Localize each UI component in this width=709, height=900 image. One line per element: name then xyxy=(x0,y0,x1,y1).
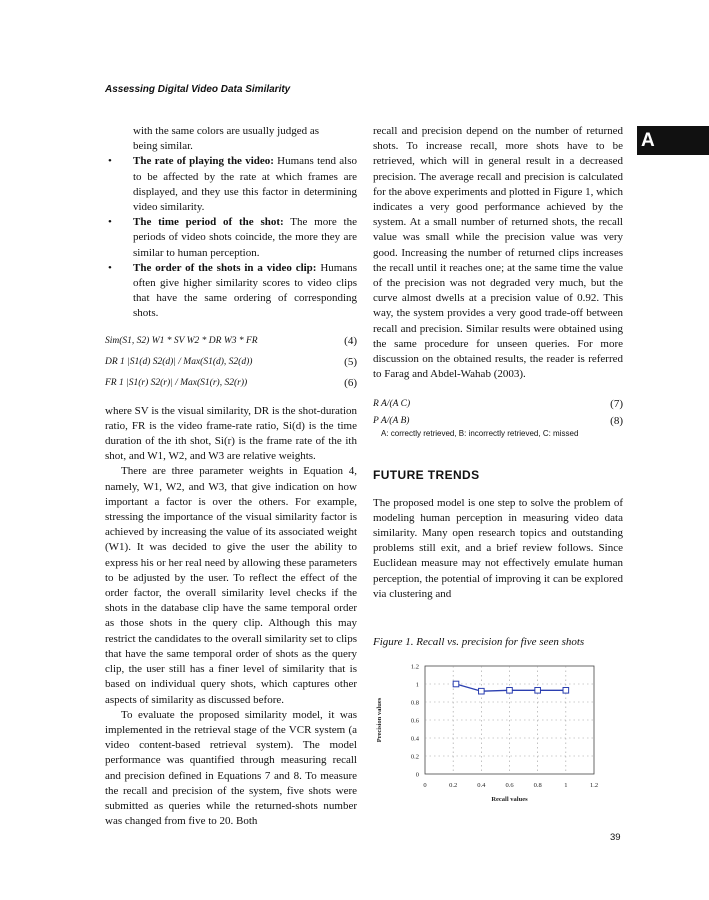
y-tick-label: 1.2 xyxy=(410,663,419,671)
figure-caption: Figure 1. Recall vs. precision for five seen shots xyxy=(373,636,585,648)
paragraph-where: where SV is the visual similarity, DR is the shot-duration ratio, FR is the video frame-rate ratio, Si(d) is the time duration of the ith shot, Si(r) is the frame rate of the ith shot, and W1, W2, and W3 are relative weights. xyxy=(105,404,357,463)
x-tick-label: 0.2 xyxy=(449,782,458,789)
continued-text: with the same colors are usually judged as being similar. xyxy=(133,125,320,153)
x-tick-label: 1 xyxy=(564,782,568,789)
section-tab: A xyxy=(637,126,709,155)
page-number: 39 xyxy=(610,832,621,843)
x-axis-label: Recall values xyxy=(491,796,528,803)
equation-8: P A/(A B) (8) xyxy=(373,415,623,428)
x-tick-label: 1.2 xyxy=(589,782,599,789)
x-tick-label: 0.6 xyxy=(505,782,514,789)
equation-5: DR 1 |S1(d) S2(d)| / Max(S1(d), S2(d)) (5) xyxy=(105,355,357,368)
x-tick-label: 0.4 xyxy=(477,782,486,789)
equation-6: FR 1 |S1(r) S2(r)| / Max(S1(r), S2(r)) (6) xyxy=(105,376,357,389)
equation-note: A: correctly retrieved, B: incorrectly retrieved, C: missed xyxy=(381,429,579,439)
data-point xyxy=(507,688,513,694)
x-tick-label: 0.8 xyxy=(533,782,542,789)
y-tick-label: 0.8 xyxy=(410,699,419,707)
paragraph-recall: recall and precision depend on the number of returned shots. To increase recall, more shots have to be retrieved, which will in general result in a decreased precision. The average recall and precision is calculated for the above experiments and plotted in Figure 1, which indicates a very good performance achieved by the system. At a small number of returned shots, the recall value was small while the precision value was very good. Increasing the number of returned clips increases the recall until it reaches one; at the same time the value of the precision was not degraded very much, but the curve almost dwells at a precision value of 0.92. This way, the system provides a very good trade-off between recall and precision. Similar results were obtained using the same procedure for unseen queries. For more discussion on the obtained results, the reader is referred to Farag and Abdel-Wahab (2003). xyxy=(373,125,623,381)
section-heading: FUTURE TRENDS xyxy=(373,468,480,483)
y-tick-label: 0.2 xyxy=(410,753,419,761)
data-point xyxy=(563,688,569,694)
data-point xyxy=(453,681,459,687)
recall-precision-chart xyxy=(373,656,608,806)
figure-1 xyxy=(373,656,608,806)
right-column xyxy=(373,124,623,602)
y-axis-label: Precision values xyxy=(376,697,383,743)
x-tick-label: 0 xyxy=(423,782,427,789)
y-tick-label: 1 xyxy=(415,681,419,689)
bullet-item: • The rate of playing the video: Humans tend also to be affected by the rate at which frames are displayed, and they use this factor in determining video similarity. xyxy=(108,155,357,214)
left-column xyxy=(105,124,357,829)
paragraph-evaluate: To evaluate the proposed similarity model, it was implemented in the retrieval stage of the VCR system (a video content-based retrieval system). The model performance was quantified through measuring recall and precision defined in Equations 7 and 8. To measure the recall and precision of the system, five shots were submitted as queries while the returned-shots number was changed from five to 20. Both xyxy=(105,708,357,828)
y-tick-label: 0 xyxy=(415,771,419,779)
running-header: Assessing Digital Video Data Similarity xyxy=(105,84,291,95)
paragraph-weights: There are three parameter weights in Equation 4, namely, W1, W2, and W3, that give indication on how important a factor is over the others. For example, stressing the importance of the visual similarity factor is achieved by increasing the value of its associated weight (W1). It was decided to give the user the ability to express his or her real need by allowing these parameters to be adjusted by the user. To reflect the effect of the order factor, the overall similarity level checks if the shots in the database clip have the same temporal order as those shots in the query clip. Although this may restrict the candidates to the overall similarity set to clips that have the same temporal order of shots as the query clip, the user still has a finer level of similarity that is based on individual query shots, which captures other aspects of similarity as discussed before. xyxy=(105,465,357,706)
paragraph-trends: The proposed model is one step to solve the problem of modeling human perception in measuring video data similarity. Many open research topics and outstanding problems still exit, and a brief review follows. Since Euclidean measure may not effectively emulate human perception, the potential of improving it can be explored via clustering and xyxy=(373,496,623,600)
bullet-item: • The order of the shots in a video clip: Humans often give higher similarity scores to video clips that have the same ordering of corresponding shots. xyxy=(108,261,357,320)
data-point xyxy=(479,688,485,694)
data-point xyxy=(535,688,541,694)
y-tick-label: 0.6 xyxy=(410,717,419,725)
equation-7: R A/(A C) (7) xyxy=(373,398,623,411)
bullet-item: • The time period of the shot: The more the periods of video shots coincide, the more they are similar to human perception. xyxy=(108,216,357,259)
y-tick-label: 0.4 xyxy=(410,735,419,743)
equation-4: Sim(S1, S2) W1 * SV W2 * DR W3 * FR (4) xyxy=(105,334,357,347)
